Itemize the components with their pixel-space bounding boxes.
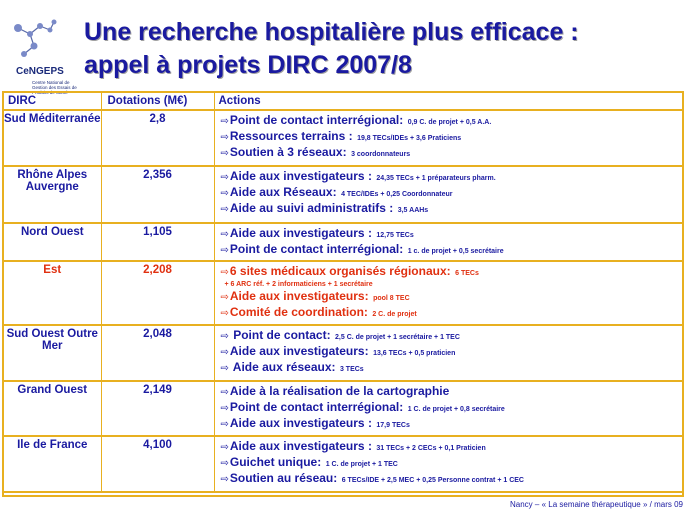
action-detail: 3 coordonnateurs — [351, 151, 411, 158]
action-label: Aide à la réalisation de la cartographie — [229, 384, 450, 398]
region-name: Rhône Alpes Auvergne — [17, 169, 88, 193]
action-label: Aide au suivi administratifs : — [229, 201, 394, 215]
action-item — [221, 264, 683, 280]
actions-cell — [214, 110, 682, 166]
header-dirc: DIRC — [4, 93, 101, 110]
action-detail: 31 TECs + 2 CECs + 0,1 Praticien — [376, 445, 486, 452]
dotation-value: 2,208 — [143, 264, 172, 276]
action-item — [221, 439, 683, 455]
action-item — [221, 416, 683, 432]
actions-cell — [214, 436, 682, 492]
action-label: Point de contact interrégional: — [229, 242, 404, 256]
region-cell — [4, 223, 101, 261]
action-label: Aide aux investigateurs: — [229, 344, 369, 358]
action-detail: 2 C. de projet — [372, 311, 417, 318]
table-row — [4, 223, 682, 261]
actions-cell — [214, 325, 682, 381]
region-cell — [4, 325, 101, 381]
page-title — [84, 16, 579, 82]
actions-cell — [214, 223, 682, 261]
action-detail: 1 c. de projet + 0,5 secrétaire — [407, 248, 504, 255]
action-detail: 12,75 TECs — [376, 232, 414, 239]
action-label: Aide aux Réseaux: — [229, 185, 337, 199]
dirc-table — [4, 93, 682, 493]
action-detail: 6 TECs — [455, 270, 479, 277]
action-detail: 13,6 TECs + 0,5 praticien — [373, 350, 456, 357]
actions-cell — [214, 166, 682, 223]
action-item — [221, 113, 683, 129]
region-name: Sud Ouest Outre Mer — [6, 328, 98, 352]
action-label: Aide aux investigateurs : — [229, 226, 372, 240]
arrow-icon: ⇨ — [220, 204, 229, 215]
title-line-1: Une recherche hospitalière plus efficace : — [84, 18, 579, 46]
action-item — [221, 384, 683, 400]
action-detail: 0,9 C. de projet + 0,5 A.A. — [407, 119, 492, 126]
actions-cell — [214, 261, 682, 325]
region-name: Sud Méditerranée — [4, 113, 101, 125]
dotation-value: 4,100 — [143, 439, 172, 451]
dotation-cell — [101, 261, 214, 325]
arrow-icon: ⇨ — [220, 419, 229, 430]
region-name: Nord Ouest — [20, 226, 84, 238]
arrow-icon: ⇨ — [220, 188, 229, 199]
table-row — [4, 166, 682, 223]
action-label: Aide aux investigateurs : — [229, 439, 372, 453]
action-detail: 3 TECs — [339, 366, 364, 373]
region-cell — [4, 436, 101, 492]
action-label: Point de contact: — [229, 328, 331, 342]
action-item — [221, 471, 683, 487]
region-name: Est — [43, 264, 62, 276]
action-detail: 1 C. de projet + 0,8 secrétaire — [407, 406, 505, 413]
action-item — [221, 185, 683, 201]
dotation-value: 2,048 — [143, 328, 172, 340]
action-item — [221, 360, 683, 376]
action-label: Point de contact interrégional: — [229, 113, 404, 127]
action-item — [221, 328, 683, 344]
region-name: Grand Ouest — [17, 384, 88, 396]
region-name: Ile de France — [17, 439, 88, 451]
dirc-table-frame — [2, 91, 684, 497]
molecule-icon — [6, 14, 66, 64]
action-continuation: + 6 ARC réf. + 2 informaticiens + 1 secrétaire — [224, 281, 373, 288]
region-cell — [4, 110, 101, 166]
action-detail: 17,9 TECs — [376, 422, 410, 429]
arrow-icon: ⇨ — [220, 363, 229, 374]
action-label: 6 sites médicaux organisés régionaux: — [229, 264, 451, 278]
action-label: Aide aux investigateurs : — [229, 169, 372, 183]
arrow-icon: ⇨ — [220, 474, 229, 485]
arrow-icon: ⇨ — [220, 245, 229, 256]
action-item — [221, 201, 683, 217]
arrow-icon: ⇨ — [220, 132, 229, 143]
table-body — [4, 110, 682, 492]
dotation-cell — [101, 110, 214, 166]
region-cell — [4, 166, 101, 223]
title-line-2: appel à projets DIRC 2007/8 — [84, 51, 412, 79]
actions-cell — [214, 381, 682, 436]
arrow-icon: ⇨ — [220, 116, 229, 127]
action-label: Soutien à 3 réseaux: — [229, 145, 347, 159]
action-label: Point de contact interrégional: — [229, 400, 404, 414]
dotation-value: 2,356 — [143, 169, 172, 181]
action-label: Comité de coordination: — [229, 305, 368, 319]
arrow-icon: ⇨ — [220, 458, 229, 469]
action-detail: 4 TEC/IDEs + 0,25 Coordonnateur — [341, 191, 453, 198]
action-detail: 3,5 AAHs — [397, 207, 429, 214]
action-label: Ressources terrains : — [229, 129, 353, 143]
action-label: Guichet unique: — [229, 455, 322, 469]
arrow-icon: ⇨ — [220, 172, 229, 183]
table-row — [4, 325, 682, 381]
arrow-icon: ⇨ — [220, 387, 229, 398]
table-row — [4, 381, 682, 436]
footer-note: Nancy – « La semaine thérapeutique » / mars 09 — [510, 500, 683, 509]
dotation-value: 2,149 — [143, 384, 172, 396]
header-dotations: Dotations (M€) — [101, 93, 214, 110]
action-item — [221, 226, 683, 242]
arrow-icon: ⇨ — [220, 347, 229, 358]
dotation-cell — [101, 436, 214, 492]
dotation-value: 2,8 — [149, 113, 166, 125]
action-label: Soutien au réseau: — [229, 471, 338, 485]
action-label: Aide aux investigateurs: — [229, 289, 369, 303]
action-item — [221, 455, 683, 471]
arrow-icon: ⇨ — [220, 308, 229, 319]
arrow-icon: ⇨ — [220, 148, 229, 159]
action-label: Aide aux investigateurs : — [229, 416, 372, 430]
table-row — [4, 110, 682, 166]
dotation-cell — [101, 223, 214, 261]
arrow-icon: ⇨ — [220, 292, 229, 303]
arrow-icon: ⇨ — [220, 267, 229, 278]
action-detail: pool 8 TEC — [373, 295, 410, 302]
arrow-icon: ⇨ — [220, 331, 229, 342]
table-header-row — [4, 93, 682, 110]
action-item — [221, 145, 683, 161]
action-detail: 1 C. de projet + 1 TEC — [325, 461, 398, 468]
region-cell — [4, 381, 101, 436]
table-row — [4, 436, 682, 492]
arrow-icon: ⇨ — [220, 403, 229, 414]
arrow-icon: ⇨ — [220, 229, 229, 240]
action-label: Aide aux réseaux: — [229, 360, 336, 374]
logo-subtitle: Centre National de Gestion des Essais de Produits de Santé — [32, 80, 77, 95]
action-item — [221, 344, 683, 360]
dotation-cell — [101, 166, 214, 223]
logo-name: CeNGEPS — [16, 66, 64, 77]
action-item — [221, 289, 683, 305]
action-detail: 24,35 TECs + 1 préparateurs pharm. — [376, 175, 496, 182]
action-item — [221, 305, 683, 321]
action-item — [221, 400, 683, 416]
action-item — [221, 129, 683, 145]
region-cell — [4, 261, 101, 325]
dotation-cell — [101, 325, 214, 381]
action-item — [221, 169, 683, 185]
action-item — [221, 242, 683, 258]
dotation-cell — [101, 381, 214, 436]
cengeps-logo — [6, 14, 77, 95]
arrow-icon: ⇨ — [220, 442, 229, 453]
table-row — [4, 261, 682, 325]
action-detail: 2,5 C. de projet + 1 secrétaire + 1 TEC — [335, 334, 460, 341]
action-detail: 6 TECs/IDE + 2,5 MEC + 0,25 Personne contrat + 1 CEC — [341, 477, 524, 484]
dotation-value: 1,105 — [143, 226, 172, 238]
action-detail: 19,8 TECs/IDEs + 3,6 Praticiens — [357, 135, 462, 142]
header-actions: Actions — [214, 93, 682, 110]
